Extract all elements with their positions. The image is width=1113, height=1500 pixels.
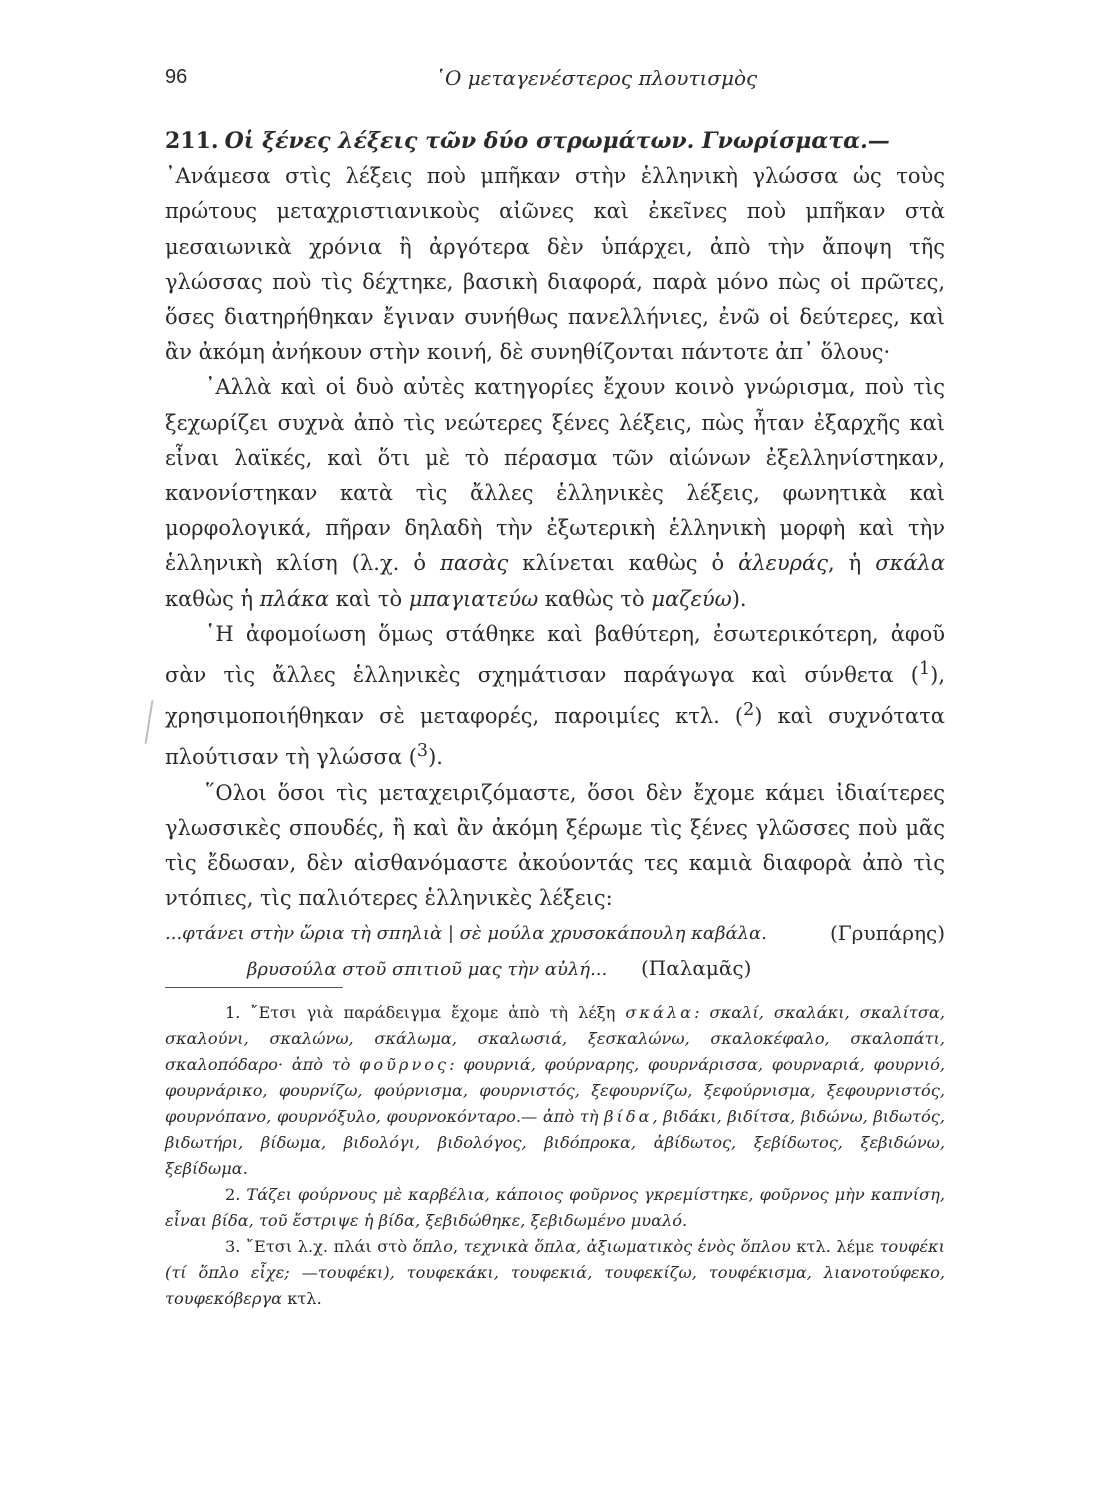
- footnote-ref-1[interactable]: 1: [918, 659, 931, 680]
- word-pasas: πασὰς: [440, 551, 509, 576]
- fn3-word-oplo: ὅπλο: [412, 1237, 453, 1256]
- p2-text-b: κλίνεται καθὼς ὁ: [508, 551, 739, 576]
- p3-text-d: ).: [428, 745, 443, 770]
- main-text: [165, 124, 945, 987]
- word-mpagiatevo: μπαγιατεύω: [408, 586, 539, 611]
- fn2-text: Τάζει φούρνους μὲ καρβέλια, κάποιος φοῦρνος γκρεμίστηκε, φοῦρνος μὴν καπνίση, εἶναι βίδα, τοῦ ἔστριψε ἡ βίδα, ξεβιδώθηκε, ξεβιδωμένο μυαλό.: [165, 1185, 945, 1230]
- quote-1-author: (Γρυπάρης): [830, 921, 945, 946]
- fn3-text-b: ,: [452, 1237, 464, 1256]
- section-heading: [165, 124, 945, 159]
- paragraph-4-text: ῞Ολοι ὅσοι τὶς μεταχειριζόμαστε, ὅσοι δὲν ἔχομε κάμει ἰδιαίτερες γλωσσικὲς σπουδές, ἢ καὶ ἂν ἀκόμη ξέρωμε τὶς ξένες γλῶσσες ποὺ μᾶς τὶς ἔδωσαν, δὲν αἰσθανόμαστε ἀκούοντάς τες καμιὰ διαφορὰ ἀπὸ τὶς ντόπιες, τὶς παλιότερες ἑλληνικὲς λέξεις:: [165, 780, 945, 911]
- footnotes: [165, 1000, 945, 1312]
- footnote-2: [165, 1182, 945, 1234]
- quote-palamas: [165, 951, 945, 987]
- footnote-2-number: 2.: [224, 1185, 241, 1204]
- p2-text-e: καὶ τὸ: [329, 586, 409, 611]
- p2-text-c: , ἡ: [827, 551, 876, 576]
- word-mazevo: μαζεύω: [651, 586, 732, 611]
- fn3-phrase: τεχνικὰ ὅπλα, ἀξιωματικὸς ἑνὸς ὅπλου: [463, 1237, 791, 1256]
- running-title: ῾Ο μεταγενέστερος πλουτισμὸς: [435, 66, 758, 90]
- footnote-ref-3[interactable]: 3: [416, 741, 429, 762]
- p2-text-a: ᾿Αλλὰ καὶ οἱ δυὸ αὐτὲς κατηγορίες ἔχουν κοινὸ γνώρισμα, ποὺ τὶς ξεχωρίζει συχνὰ ἀπὸ τὶς νεώτερες ξένες λέξεις, πὼς ἦταν ἐξαρχῆς καὶ εἶναι λαϊκές, καὶ ὅτι μὲ τὸ πέρασμα τῶν αἰώνων ἐξελληνίστηκαν, κανονίστηκαν κατὰ τὶς ἄλλες ἑλληνικὲς λέξεις, φωνητικὰ καὶ μορφολογικά, πῆραν δηλαδὴ τὴν ἐξωτερικὴ ἑλληνικὴ μορφὴ καὶ τὴν ἑλληνικὴ κλίση (λ.χ. ὁ: [165, 375, 945, 576]
- fn3-text-c: κτλ. λέμε: [790, 1237, 880, 1256]
- page-header: [165, 66, 945, 96]
- margin-pencil-mark: [145, 700, 154, 744]
- p3-text-b: ), χρησιμοποιήθηκαν σὲ μεταφορές, παροιμίες κτλ. (: [165, 663, 945, 729]
- fn3-text-d: τουφέκι (τί ὅπλο εἶχε; —τουφέκι), τουφεκάκι, τουφεκιά, τουφεκίζω, τουφέκισμα, λιανοτούφεκο, τουφεκόβεργα: [165, 1237, 945, 1308]
- fn1-text-a: ῎Ετσι γιὰ παράδειγμα ἔχομε ἀπὸ τὴ λέξη: [240, 1003, 626, 1022]
- paragraph-1: [165, 159, 945, 370]
- p2-text-f: καθὼς τὸ: [538, 586, 652, 611]
- fn1-word-skala: σκάλα: [625, 1003, 695, 1022]
- fn1-text-d: , βιδάκι, βιδίτσα, βιδώνω, βιδωτός, βιδωτήρι, βίδωμα, βιδολόγι, βιδολόγος, βιδόπροκα, ἀβίδωτος, ξεβίδωτος, ξεβιδώνω, ξεβίδωμα.: [165, 1107, 945, 1178]
- footnote-ref-2[interactable]: 2: [743, 700, 755, 721]
- quote-2-text: βρυσούλα στοῦ σπιτιοῦ μας τὴν αὐλή...: [247, 959, 608, 981]
- paragraph-1-text: ᾿Ανάμεσα στὶς λέξεις ποὺ μπῆκαν στὴν ἑλληνικὴ γλώσσα ὡς τοὺς πρώτους μεταχριστιανικοὺς αἰῶνες καὶ ἐκεῖνες ποὺ μπῆκαν στὰ μεσαιωνικὰ χρόνια ἢ ἀργότερα δὲν ὑπάρχει, ἀπὸ τὴν ἄποψη τῆς γλώσσας ποὺ τὶς δέχτηκε, βασικὴ διαφορά, παρὰ μόνο πὼς οἱ πρῶτες, ὅσες διατηρήθηκαν ἔγιναν συνήθως πανελλήνιες, ἐνῶ οἱ δεύτερες, καὶ ἂν ἀκόμη ἀνήκουν στὴν κοινή, δὲ συνηθίζονται πάντοτε ἀπ᾿ ὅλους·: [165, 164, 945, 365]
- p3-text-c: ) καὶ συχνότατα πλούτισαν τὴ γλώσσα (: [165, 704, 945, 770]
- paragraph-4: [165, 776, 945, 917]
- p3-text-a: ῾Η ἀφομοίωση ὅμως στάθηκε καὶ βαθύτερη, ἐσωτερικότερη, ἀφοῦ σὰν τὶς ἄλλες ἑλληνικὲς σχημάτισαν παράγωγα καὶ σύνθετα (: [165, 621, 945, 688]
- p2-text-d: καθὼς ἡ: [165, 586, 260, 611]
- page-number: 96: [165, 66, 188, 88]
- footnote-separator: [165, 987, 343, 988]
- fn1-word-fournos: φοῦρνος: [359, 1055, 450, 1074]
- footnote-1-number: 1.: [224, 1003, 241, 1022]
- paragraph-2: [165, 370, 945, 616]
- paragraph-3: [165, 617, 945, 776]
- quote-2-author: (Παλαμᾶς): [640, 956, 752, 981]
- quote-1-text: ...φτάνει στὴν ὥρια τὴ σπηλιὰ | σὲ μούλα χρυσοκάπουλη καβάλα.: [165, 923, 767, 945]
- footnote-3-number: 3.: [224, 1237, 241, 1256]
- section-number: 211.: [165, 128, 219, 154]
- fn3-text-e: κτλ.: [282, 1289, 322, 1308]
- fn1-word-vida: βίδα: [604, 1107, 653, 1126]
- fn1-text-c: : φουρνιά, φούρναρης, φουρνάρισσα, φουρναριά, φουρνιό, φουρνάρικο, φουρνίζω, φούρνισμα, φουρνιστός, ξεφουρνίζω, ξεφούρνισμα, ξεφουρνιστός, φουρνόπανο, φουρνόξυλο, φουρνοκόνταρο.— ἀπὸ τὴ: [165, 1055, 946, 1126]
- section-title: Οἱ ξένες λέξεις τῶν δύο στρωμάτων. Γνωρίσματα.—: [224, 128, 890, 154]
- fn3-text-a: ῎Ετσι λ.χ. πλάι στὸ: [240, 1237, 413, 1256]
- quote-grypari: [165, 916, 945, 951]
- word-skala: σκάλα: [875, 551, 946, 576]
- word-alevras: ἀλευράς: [738, 551, 828, 576]
- p2-text-g: ).: [731, 586, 747, 611]
- word-plaka: πλάκα: [259, 586, 330, 611]
- footnote-1: [165, 1000, 945, 1182]
- footnote-3: [165, 1234, 945, 1312]
- fn1-text-b: : σκαλί, σκαλάκι, σκαλίτσα, σκαλούνι, σκαλώνω, σκάλωμα, σκαλωσιά, ξεσκαλώνω, σκαλοκέφαλο, σκαλοπάτι, σκαλοπόδαρο· ἀπὸ τὸ: [165, 1003, 945, 1074]
